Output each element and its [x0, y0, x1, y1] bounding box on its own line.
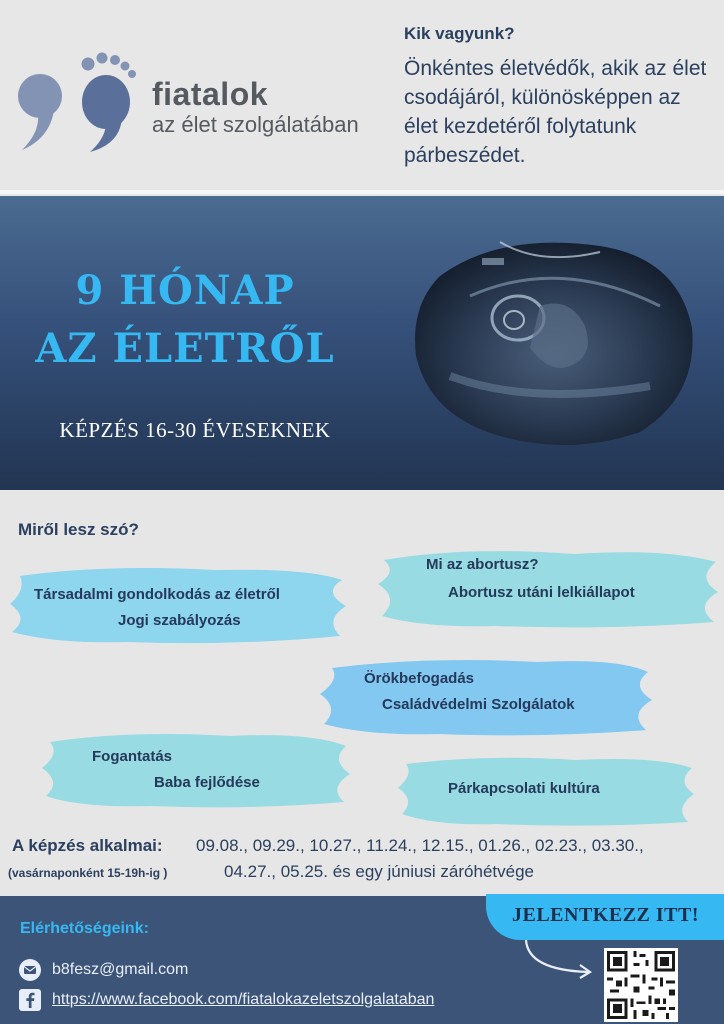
topic-4-line-1: Fogantatás [92, 748, 173, 765]
contact-facebook-link[interactable]: https://www.facebook.com/fiatalokazeletszolgalataban [52, 991, 435, 1008]
contact-facebook-row[interactable] [18, 988, 434, 1012]
divider [0, 190, 724, 194]
ultrasound-image [410, 236, 695, 448]
hero-title-line-2: AZ ÉLETRŐL [35, 325, 335, 372]
facebook-icon [18, 988, 42, 1012]
brand-tagline: az élet szolgálatában [152, 112, 359, 137]
schedule-note: (vasárnaponként 15-19h-ig ) [8, 866, 168, 880]
brand-name: fiatalok [152, 76, 269, 112]
hero-title [0, 262, 370, 378]
topic-5-line-1: Párkapcsolati kultúra [448, 780, 600, 797]
about-text: Önkéntes életvédők, akik az élet csodájáról, különösképpen az élet kezdetéről folytatunk párbeszédet. [404, 57, 707, 167]
topic-1-line-1: Társadalmi gondolkodás az életről [34, 586, 280, 603]
topic-brush-2 [374, 544, 720, 630]
schedule-dates-line-2: 04.27., 05.25. és egy júniusi záróhétvége [224, 862, 534, 881]
topic-3-line-1: Örökbefogadás [364, 670, 475, 687]
topic-3-line-2: Családvédelmi Szolgálatok [382, 696, 575, 713]
topic-1-line-2: Jogi szabályozás [118, 612, 241, 629]
topic-2-line-2: Abortusz utáni lelkiállapot [448, 584, 635, 601]
brush-stroke-shape [6, 562, 350, 646]
about-heading: Kik vagyunk? [404, 24, 515, 43]
curved-arrow-icon [520, 936, 600, 982]
hero-title-line-1: 9 HÓNAP [75, 267, 295, 314]
header [0, 0, 724, 190]
qr-code[interactable] [604, 948, 678, 1022]
contact-email[interactable]: b8fesz@gmail.com [52, 961, 189, 978]
footer [0, 896, 724, 1024]
signup-cta-button[interactable] [486, 894, 724, 940]
topic-brush-1 [6, 562, 350, 646]
schedule-dates-line-1: 09.08., 09.29., 10.27., 11.24., 12.15., 01.26., 02.23., 03.30., [196, 836, 644, 855]
mail-icon [18, 958, 42, 982]
signup-cta-label: JELENTKEZZ ITT! [512, 904, 700, 926]
hero-subtitle: KÉPZÉS 16-30 ÉVESEKNEK [59, 418, 331, 442]
hero-banner [0, 196, 724, 490]
contact-heading: Elérhetőségeink: [20, 920, 149, 937]
topics-heading: Miről lesz szó? [18, 520, 139, 539]
topic-brush-5 [396, 752, 696, 828]
topic-2-line-1: Mi az abortusz? [426, 556, 539, 573]
brush-stroke-shape [40, 728, 352, 810]
topic-brush-4 [40, 728, 352, 810]
schedule-label: A képzés alkalmai: [12, 836, 163, 855]
topic-4-line-2: Baba fejlődése [154, 774, 260, 791]
contact-email-row[interactable] [18, 958, 188, 982]
topic-brush-3 [318, 654, 654, 738]
logo-footprint-quotes-icon [10, 52, 140, 152]
